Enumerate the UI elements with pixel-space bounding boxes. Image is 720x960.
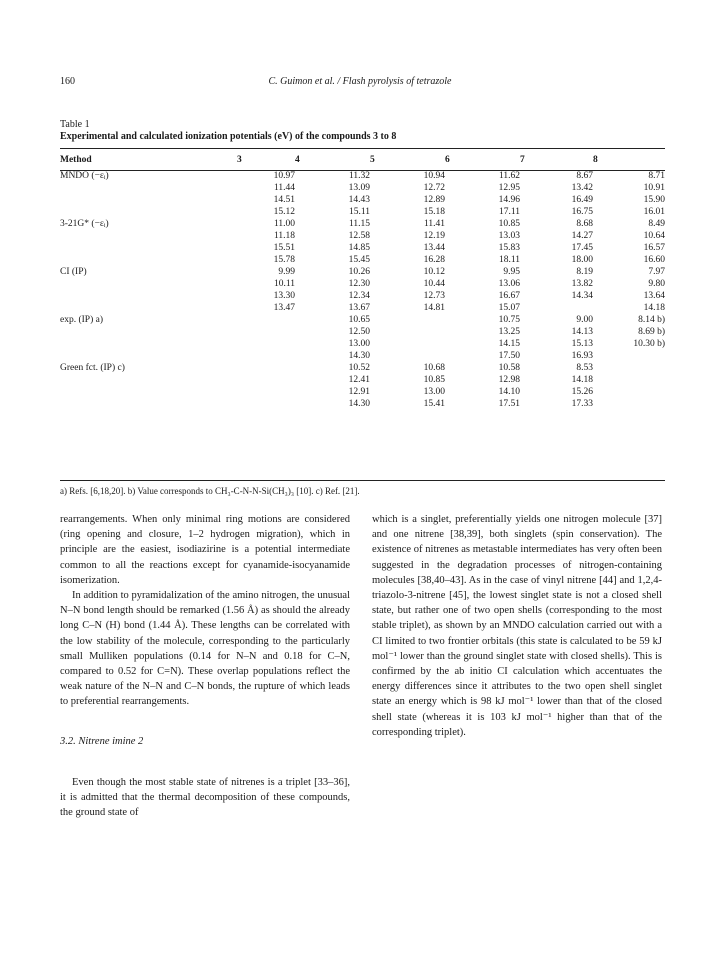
table-cell: 10.91: [643, 183, 665, 193]
method-cell: [60, 386, 237, 398]
table-cell: 10.11: [273, 279, 295, 289]
paragraph: which is a singlet, preferentially yields one nitrogen molecule [37] and one nitrene [38,39], both singlets (spin conservation). The existence of nitrenes as metastable intermediates has very often been suggested in the degradation processes of nitrogen-containing molecules [38,40–43]. As in the case of vinyl nitrene [44] and 1,2,4-triazolo-3-nitrene [45], the lowest singlet state is not a closed shell state, but rather one of two open shells (corresponding to the most stable triplet), as shown by an MNDO calculation carried out with a CI limited to two frontier orbitals (this state is calculated to be 59 kJ mol⁻¹ lower than the ground singlet state with closed shells). This is confirmed by the ab initio CI calculation which accentuates the energy differences since it attributes to the two open shell singlet state an energy which is 98 kJ mol⁻¹ lower than that of the closed shell state (whereas it is 103 kJ mol⁻¹ higher than that of the corresponding triplet).: [372, 514, 662, 738]
paragraph: Even though the most stable state of nitrenes is a triplet [33–36], it is admitted that the thermal decomposition of these compounds, the ground state of: [60, 776, 350, 819]
table-cell: 14.43: [348, 195, 370, 205]
table-body: [60, 170, 665, 410]
method-label: Green fct. (IP) c): [60, 363, 125, 373]
method-cell: [60, 230, 237, 242]
table-cell: [520, 302, 593, 314]
left-column: [60, 512, 350, 820]
table-cell: 13.30: [273, 291, 295, 301]
table-cell: [237, 350, 295, 362]
method-cell: [60, 278, 237, 290]
table-cell: 14.15: [498, 339, 520, 349]
table-row: [60, 218, 665, 230]
table-cell: 12.98: [498, 375, 520, 385]
method-cell: [60, 182, 237, 194]
table-cell: 15.07: [498, 303, 520, 313]
table-cell: 14.10: [498, 387, 520, 397]
table-row: [60, 374, 665, 386]
method-cell: [60, 194, 237, 206]
table-cell: 8.53: [576, 363, 593, 373]
table-row: [60, 386, 665, 398]
table-cell: 8.71: [648, 171, 665, 181]
table-cell: 10.85: [498, 219, 520, 229]
table-cell: 8.69 b): [638, 327, 665, 337]
table-cell: [593, 386, 665, 398]
table-row: [60, 182, 665, 194]
table-cell: 12.95: [498, 183, 520, 193]
table-cell: [237, 338, 295, 350]
table-cell: [593, 362, 665, 374]
table-cell: 11.18: [273, 231, 295, 241]
table-cell: [237, 326, 295, 338]
table-cell: 15.26: [571, 387, 593, 397]
method-label: exp. (IP) a): [60, 315, 103, 325]
table-cell: 8.19: [576, 267, 593, 277]
table-cell: 12.19: [423, 231, 445, 241]
table-cell: 12.58: [348, 231, 370, 241]
table-cell: 10.75: [498, 315, 520, 325]
table-row: [60, 398, 665, 410]
table-cell: 14.51: [273, 195, 295, 205]
table-cell: 14.30: [348, 399, 370, 409]
table-cell: 8.49: [648, 219, 665, 229]
method-label: CI (IP): [60, 267, 87, 277]
column-header-4: 4: [295, 155, 300, 165]
table-cell: 11.62: [498, 171, 520, 181]
table-cell: 9.95: [503, 267, 520, 277]
table-cell: 15.18: [423, 207, 445, 217]
table-cell: 10.68: [423, 363, 445, 373]
table-row: [60, 266, 665, 278]
table-cell: 12.72: [423, 183, 445, 193]
table-cell: 17.51: [498, 399, 520, 409]
table-cell: 16.01: [643, 207, 665, 217]
table-cell: 13.25: [498, 327, 520, 337]
table-cell: 16.57: [643, 243, 665, 253]
method-cell: [60, 398, 237, 410]
ionization-table: [60, 150, 665, 410]
table-cell: 13.82: [571, 279, 593, 289]
table-row: [60, 326, 665, 338]
table-cell: 9.99: [278, 267, 295, 277]
table-cell: [593, 398, 665, 410]
method-label: 3-21G* (−εᵢ): [60, 219, 109, 229]
table-cell: [237, 314, 295, 326]
table-cell: 10.30 b): [633, 339, 665, 349]
column-header-6: 6: [445, 155, 450, 165]
table-cell: 18.00: [571, 255, 593, 265]
table-footnote: a) Refs. [6,18,20]. b) Value corresponds to CH₃-C-N-N-Si(CH₃)₃ [10]. c) Ref. [21].: [60, 486, 360, 496]
table-cell: 14.18: [643, 303, 665, 313]
table-cell: 10.85: [423, 375, 445, 385]
table-cell: 8.14 b): [638, 315, 665, 325]
table-cell: 17.45: [571, 243, 593, 253]
table-cell: 16.28: [423, 255, 445, 265]
table-cell: [593, 350, 665, 362]
table-cell: 13.09: [348, 183, 370, 193]
table-row: [60, 350, 665, 362]
method-cell: [60, 374, 237, 386]
table-cell: 13.06: [498, 279, 520, 289]
table-cell: 13.03: [498, 231, 520, 241]
section-heading: 3.2. Nitrene imine 2: [60, 735, 144, 747]
table-row: [60, 338, 665, 350]
table-row: [60, 314, 665, 326]
table-caption: [60, 119, 396, 143]
column-header-7: 7: [520, 155, 525, 165]
table-cell: 14.96: [498, 195, 520, 205]
table-cell: 10.52: [348, 363, 370, 373]
table-cell: 12.50: [348, 327, 370, 337]
page-header: [60, 76, 660, 90]
table-cell: 10.12: [423, 267, 445, 277]
table-cell: 11.41: [423, 219, 445, 229]
table-cell: 8.67: [576, 171, 593, 181]
table-cell: 17.11: [498, 207, 520, 217]
table-cell: 8.68: [576, 219, 593, 229]
table-row: [60, 206, 665, 218]
table-cell: 18.11: [498, 255, 520, 265]
table-cell: 11.44: [273, 183, 295, 193]
paragraph: In addition to pyramidalization of the amino nitrogen, the unusual N–N bond length should be remarked (1.56 Å) as should the already long C–N (H) bond (1.44 Å). These lengths can be correlated with the low stability of the molecule, corresponding to the particularly small Mulliken populations (0.14 for N–N and 0.18 for C–N, compared to 0.52 for C=N). These overlap populations reflect the weak nature of the N–N and C–N bonds, the rupture of which leads to preferential rearrangements.: [60, 590, 350, 708]
table-cell: 14.30: [348, 351, 370, 361]
table-cell: 17.50: [498, 351, 520, 361]
method-cell: [60, 290, 237, 302]
column-header-method: Method: [60, 155, 92, 165]
method-cell: [60, 338, 237, 350]
table-cell: 15.78: [273, 255, 295, 265]
table-cell: [237, 398, 295, 410]
table-cell: 15.83: [498, 243, 520, 253]
table-cell: 10.65: [348, 315, 370, 325]
table-bottom-rule: [60, 480, 665, 481]
table-cell: [370, 314, 445, 326]
running-title: C. Guimon et al. / Flash pyrolysis of tetrazole: [268, 76, 452, 87]
table-cell: 14.27: [571, 231, 593, 241]
table-top-rule: [60, 148, 665, 149]
table-cell: 14.81: [423, 303, 445, 313]
table-cell: [237, 386, 295, 398]
table-cell: [593, 374, 665, 386]
table-cell: 12.41: [348, 375, 370, 385]
table-cell: 10.94: [423, 171, 445, 181]
table-cell: 11.00: [273, 219, 295, 229]
table-row: [60, 290, 665, 302]
table-label: Table 1: [60, 119, 90, 130]
table-cell: 9.00: [576, 315, 593, 325]
method-cell: [60, 242, 237, 254]
table-cell: 12.89: [423, 195, 445, 205]
table-row: [60, 278, 665, 290]
table-cell: 15.41: [423, 399, 445, 409]
table-cell: 16.67: [498, 291, 520, 301]
table-cell: 17.33: [571, 399, 593, 409]
table-row: [60, 170, 665, 182]
table-cell: 14.18: [571, 375, 593, 385]
method-cell: [60, 206, 237, 218]
table-cell: 13.67: [348, 303, 370, 313]
table-row: [60, 194, 665, 206]
table-cell: 12.91: [348, 387, 370, 397]
method-cell: [60, 326, 237, 338]
table-cell: [370, 326, 445, 338]
table-cell: [237, 362, 295, 374]
table-cell: 12.30: [348, 279, 370, 289]
table-cell: 15.45: [348, 255, 370, 265]
method-cell: [60, 302, 237, 314]
column-header-5: 5: [370, 155, 375, 165]
table-cell: 10.64: [643, 231, 665, 241]
table-cell: 13.00: [423, 387, 445, 397]
table-cell: 16.60: [643, 255, 665, 265]
table-cell: 13.64: [643, 291, 665, 301]
table-cell: 13.42: [571, 183, 593, 193]
table-cell: 15.11: [348, 207, 370, 217]
table-cell: 15.12: [273, 207, 295, 217]
table-cell: 12.34: [348, 291, 370, 301]
table-row: [60, 230, 665, 242]
table-cell: 13.44: [423, 243, 445, 253]
page-number: 160: [60, 76, 75, 87]
table-cell: 16.49: [571, 195, 593, 205]
table-cell: 14.34: [571, 291, 593, 301]
method-cell: [60, 254, 237, 266]
table-cell: 10.97: [273, 171, 295, 181]
table-row: [60, 254, 665, 266]
table-cell: 15.13: [571, 339, 593, 349]
paragraph: rearrangements. When only minimal ring motions are considered (ring opening and closure, 1–2 hydrogen migration), which in principle are the easiest, isodiazirine is a potential intermediate common to all the reactions except for cyanamide-isocyanamide isomerization.: [60, 514, 350, 586]
right-column: [372, 512, 662, 740]
table-row: [60, 242, 665, 254]
table-cell: 7.97: [648, 267, 665, 277]
table-header-row: [60, 150, 665, 170]
table-cell: 10.44: [423, 279, 445, 289]
method-cell: [60, 350, 237, 362]
table-cell: 13.00: [348, 339, 370, 349]
table-cell: 16.75: [571, 207, 593, 217]
table-row: [60, 362, 665, 374]
table-cell: 12.73: [423, 291, 445, 301]
table-cell: 9.80: [648, 279, 665, 289]
table-cell: [370, 350, 445, 362]
table-cell: 11.32: [348, 171, 370, 181]
table-cell: 10.58: [498, 363, 520, 373]
table-cell: 13.47: [273, 303, 295, 313]
column-header-8: 8: [593, 155, 598, 165]
table-cell: 14.13: [571, 327, 593, 337]
table-cell: 15.51: [273, 243, 295, 253]
table-caption-text: Experimental and calculated ionization potentials (eV) of the compounds 3 to 8: [60, 131, 397, 142]
method-label: MNDO (−εᵢ): [60, 171, 109, 181]
table-cell: 16.93: [571, 351, 593, 361]
table-cell: 11.15: [348, 219, 370, 229]
table-cell: 15.90: [643, 195, 665, 205]
table-cell: [237, 374, 295, 386]
table-cell: 10.26: [348, 267, 370, 277]
table-row: [60, 302, 665, 314]
table-cell: [370, 338, 445, 350]
column-header-3: 3: [237, 155, 242, 165]
table-cell: 14.85: [348, 243, 370, 253]
